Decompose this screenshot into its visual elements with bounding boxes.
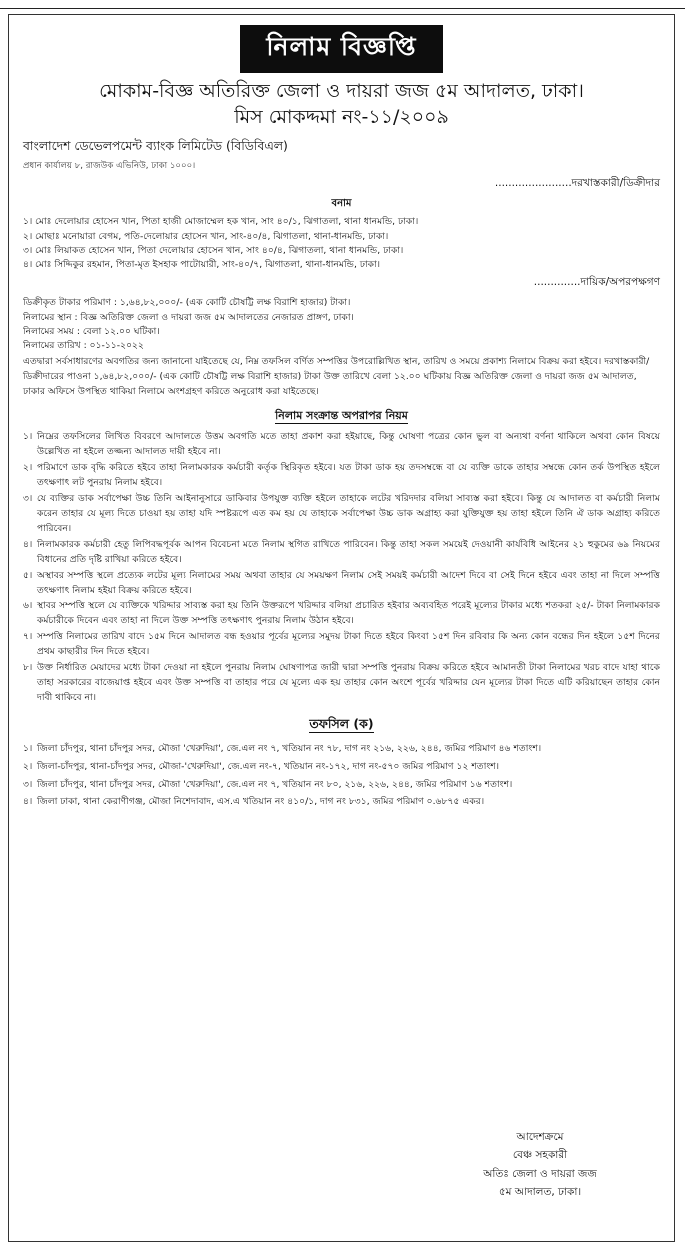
rule-item xyxy=(23,538,660,568)
case-number: মিস মোকদ্দমা নং-১১/২০০৯ xyxy=(234,105,449,128)
top-rule xyxy=(0,0,685,9)
rules-title-text: নিলাম সংক্রান্ত অপরাপর নিয়ম xyxy=(275,409,408,423)
court-name: মোকাম-বিজ্ঞ অতিরিক্ত জেলা ও দায়রা জজ ৫ম আদালত, ঢাকা। xyxy=(99,80,584,102)
schedule-text: জিলা চাঁদপুর, থানা চাঁদপুর সদর, মৌজা 'খেরুদিয়া', জে.এল নং ৭, খতিয়ান নং ৮০, ২১৬, ২২৬, ২৪৪, জমির পরিমাণ ১৬ শতাংশ। xyxy=(37,778,513,790)
rule-number: ২। xyxy=(23,462,33,474)
rule-number: ৬। xyxy=(23,600,33,612)
detail-row: নিলামের তারিখ : ০১-১১-২০২২ xyxy=(23,340,144,352)
signature-line: অতিঃ জেলা ও দায়রা জজ xyxy=(483,1167,597,1180)
bank-address: প্রধান কার্যালয় ৮, রাজউক এভিনিউ, ঢাকা ১০০০। xyxy=(23,161,196,172)
rule-item xyxy=(23,630,660,660)
notice-content xyxy=(23,21,660,813)
versus-label: বনাম xyxy=(331,198,352,210)
rule-text: নিম্নের তফসিলের লিখিত বিবরণে আদালতে উত্তম অবগতি মতে তাহা প্রকাশ করা হইয়াছে, কিন্তু ঘোষণা পত্রের কোন ভুল বা অন্যথা বর্ণনা থাকিলে অথবা কোন বিষয়ে উল্লেখিত না হইলে তজ্জন্য আদালত দায়ী হইবে না। xyxy=(37,431,660,458)
intro-paragraph: এতদ্বারা সর্বসাধারণের অবগতির জন্য জানানো যাইতেছে যে, নিম্ন তফসিল বর্ণিত সম্পত্তির উপরোল্লিখিত স্থান, তারিখ ও সময়ে প্রকাশ্য নিলামে বিক্রয় করা হইবে। দরখাস্তকারী/ডিক্রীদারের পাওনা ১,৬৪,৮২,০০০/- (এক কোটি চৌষট্টি লক্ষ বিরাশি হাজার) টাকা উক্ত তারিখে বেলা ১২.০০ ঘটিকায় বিজ্ঞ অতিরিক্ত জেলা ও দায়রা জজ ৫ম আদালত, ঢাকার অফিসে উপস্থিত থাকিয়া নিলামে অংশগ্রহণ করিতে অনুরোধ করা যাইতেছে। xyxy=(23,356,650,397)
schedule-title xyxy=(23,716,660,736)
defendant-row: ৪। মোঃ সিদ্দিকুর রহমান, পিতা-মৃত ইসহাক পাটোয়ারী, সাং-৪০/৭, ঝিগাতলা, থানা-ধানমন্ডি, ঢাকা। xyxy=(23,259,381,271)
schedule-number: ২। xyxy=(23,760,33,772)
schedule-item xyxy=(23,742,660,757)
notice-title: নিলাম বিজ্ঞপ্তি xyxy=(240,25,442,73)
defendant-list xyxy=(23,215,660,272)
rule-item xyxy=(23,599,660,629)
rule-item xyxy=(23,492,660,537)
signature-block xyxy=(440,1128,640,1202)
schedule-list xyxy=(23,742,660,811)
title-wrap xyxy=(23,25,660,73)
detail-row: নিলামের স্থান : বিজ্ঞ অতিরিক্ত জেলা ও দায়রা জজ ৫ম আদালতের নেজারত প্রাঙ্গণ, ঢাকা। xyxy=(23,311,354,323)
notice-frame xyxy=(8,14,675,1242)
plaintiff-bank: বাংলাদেশ ডেভেলপমেন্ট ব্যাংক লিমিটেড (বিডিবিএল) xyxy=(23,138,288,154)
rule-text: অস্থাবর সম্পত্তি স্থলে প্রত্যেক লটের মূল্য নিলামের সময় অথবা তাহার যে সময়ক্ষণ নিলাম সেই সময়ই কর্মচারী আদেশ দিবে বা সেই দিনে হইবে এবং তাহা না দিলে সম্পত্তি তৎক্ষণাৎ নিলাম হইয়া বিক্রয় করিতে হইবে। xyxy=(37,569,660,596)
rules-list xyxy=(23,430,660,705)
schedule-text: জিলা ঢাকা, থানা কেরাণীগঞ্জ, মৌজা নিশেদাবাদ, এস.এ খতিয়ান নং ৪১০/১, দাগ নং ৮৩১, জমির পরিমাণ ০.৬৮৭৫ একর। xyxy=(37,796,485,808)
rule-text: নিলামকারক কর্মচারী হেতু লিপিবদ্ধপূর্বক আপন বিবেচনা মতে নিলাম স্থগিত রাখিতে পারিবেন। কিন্তু তাহা সকল সময়েই দেওয়ানী কার্যবিধি আইনের ২১ হুকুমের ৬৯ নিয়মের বিধানের প্রতি দৃষ্টি রাখিয়া করিতে হইবে। xyxy=(37,538,660,565)
defendant-row: ২। মোছাঃ মনোয়ারা বেগম, পতি-দেলোয়ার হোসেন খান, সাং-৪০/৪, ঝিগাতলা, থানা-ধানমন্ডি, ঢাকা। xyxy=(23,230,389,242)
defendant-row: ১। মোঃ দেলোয়ার হোসেন খান, পিতা হাজী মোজাম্মেল হক খান, সাং ৪০/১, ঝিগাতলা, থানা ধানমন্ডি, ঢাকা। xyxy=(23,216,419,228)
rule-item xyxy=(23,569,660,599)
rule-item xyxy=(23,461,660,491)
schedule-number: ১। xyxy=(23,742,33,754)
schedule-text: জিলা চাঁদপুর, থানা চাঁদপুর সদর, মৌজা 'খেরুদিয়া', জে.এল নং ৭, খতিয়ান নং ৭৮, দাগ নং ২১৬, ২২৬, ২৪৪, জমির পরিমাণ ৪৬ শতাংশ। xyxy=(37,742,542,754)
detail-row: নিলামের সময় : বেলা ১২.০০ ঘটিকা। xyxy=(23,325,160,337)
schedule-item xyxy=(23,760,660,775)
rule-number: ৩। xyxy=(23,493,33,505)
rule-text: যে ব্যক্তির ডাক সর্বাপেক্ষা উচ্চ তিনি আইনানুসারে ডাকিবার উপযুক্ত ব্যক্তি হইলে তাহাকে লটের খরিদদার বলিয়া সাব্যস্ত করা হইবে। কিন্তু যে আদালত বা কর্মচারী নিলাম করেন তাহার যে মূল্য দিতে চাওয়া হয় তাহা যদি স্পষ্টরূপে এত কম হয় যে তাহাকে সর্বাপেক্ষা উচ্চ ডাক অগ্রাহ্য করা যুক্তিযুক্ত হয় তাহা হইলে তিনি ঐ ডাক অগ্রাহ্য করিতে পারিবেন। xyxy=(37,493,660,534)
rule-number: ৫। xyxy=(23,569,33,581)
schedule-number: ৩। xyxy=(23,778,33,790)
schedule-number: ৪। xyxy=(23,796,33,808)
schedule-item xyxy=(23,795,660,810)
rule-text: উক্ত নির্ধারিত মেয়াদের মধ্যে টাকা দেওয়া না হইলে পুনরায় নিলাম ঘোষণাপত্র জারী দ্বারা সম্পত্তি পুনরায় বিক্রয় করিতে হইবে আমানতী টাকা নিলামের খরচ বাদে যাহা থাকে তাহা সরকারের বাজেয়াপ্ত হইবে এবং উক্ত সম্পত্তি বা তাহার পরে যে মূল্যে এক হয় তাহার কোন অংশে পূর্বের খরিদ্দার যেন মূল্যের টাকা দিতে এটি করিয়াছেন তাহার কোন দাবী থাকিবে না। xyxy=(37,662,660,703)
rule-number: ৮। xyxy=(23,662,33,674)
rule-number: ৭। xyxy=(23,631,33,643)
rule-text: সম্পত্তি নিলামের তারিখ বাদে ১৫ম দিনে আদালত বন্ধ হওয়ার পূর্বের মূল্যের সমুদয় টাকা দিতে হইবে কিংবা ১৫শ দিন রবিবার কি অন্য কোন বন্ধের দিন হইলে ১৫শ দিনের প্রথম কাছারীর দিন দিতে হইবে। xyxy=(37,631,660,658)
schedule-text: জিলা-চাঁদপুর, থানা-চাঁদপুর সদর, মৌজা-'খেরুদিয়া', জে.এল নং-৭, খতিয়ান নং-১৭২, দাগ নং-৫৭০ জমির পরিমাণ ১২ শতাংশ। xyxy=(37,760,500,772)
rule-text: পরিমাণে ডাক বৃদ্ধি করিতে হইবে তাহা নিলামকারক কর্মচারী কর্তৃক স্থিরিকৃত হইবে। যত টাকা ডাক হয় তদসম্বন্ধে বা যে ব্যক্তি ডাকে তাহার সম্বন্ধে কোন তর্ক উপস্থিত হইলে তৎক্ষণাৎ লট পুনরায় নিলাম হইবে। xyxy=(37,462,660,489)
signature-line: বেঞ্চ সহকারী xyxy=(512,1149,568,1162)
defendant-row: ৩। মোঃ লিয়াকত হোসেন খান, পিতা দেলোয়ার হোসেন খান, সাং ৪০/৪, ঝিগাতলা, থানা ধানমন্ডি, ঢাকা। xyxy=(23,244,404,256)
schedule-title-text: তফসিল (ক) xyxy=(309,715,374,731)
auction-details xyxy=(23,296,660,353)
rules-title xyxy=(23,407,660,426)
plaintiff-label: .......................দরখাস্তকারী/ডিক্রীদার xyxy=(494,177,660,190)
rule-number: ১। xyxy=(23,431,33,443)
detail-row: ডিক্রীকৃত টাকার পরিমাণ : ১,৬৪,৮২,০০০/- (এক কোটি চৌষট্টি লক্ষ বিরাশি হাজার) টাকা। xyxy=(23,297,351,309)
signature-line: ৫ম আদালত, ঢাকা। xyxy=(498,1186,582,1199)
rule-item xyxy=(23,430,660,460)
defendant-label: ..............দায়িক/অপরপক্ষগণ xyxy=(533,276,660,289)
schedule-item xyxy=(23,778,660,793)
rule-number: ৪। xyxy=(23,538,33,550)
rule-text: স্থাবর সম্পত্তি স্থলে যে ব্যক্তিকে খরিদ্দার সাব্যস্ত করা হয় তিনি উক্তরূপে খরিদ্দার বলিয়া প্রচারিত হইবার অব্যবহিত পরেই মূল্যের টাকার মধ্যে শতকরা ২৫/- টাকা নিলামকারক কর্মচারীকে দিবেন এবং তাহা না দিলে উক্ত সম্পত্তি তৎক্ষণাৎ পুনরায় নিলাম উঠান হইবে। xyxy=(37,600,660,627)
signature-line: আদেশক্রমে xyxy=(516,1131,564,1143)
rule-item xyxy=(23,661,660,706)
